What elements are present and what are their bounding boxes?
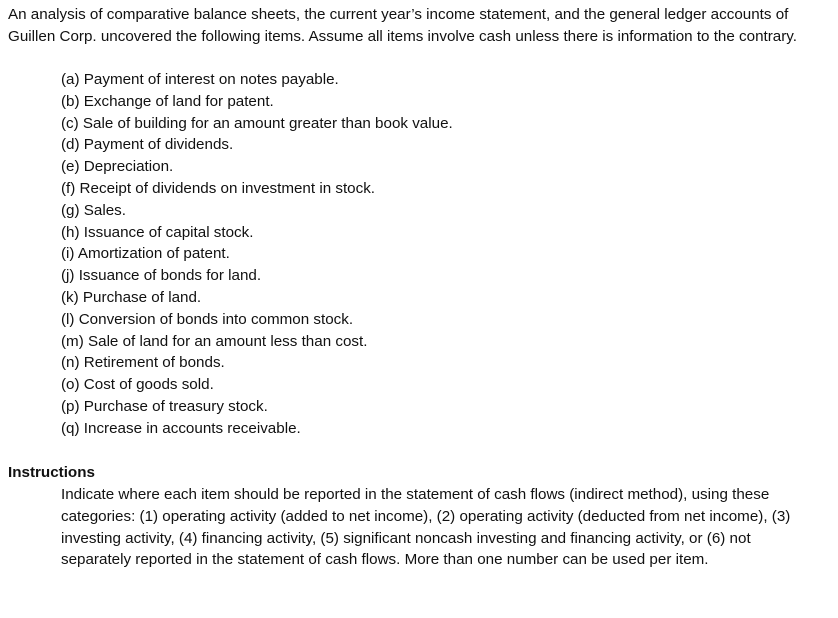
list-item: (c) Sale of building for an amount greater than book value. bbox=[61, 114, 453, 132]
list-item: (p) Purchase of treasury stock. bbox=[61, 397, 268, 415]
list-item: (n) Retirement of bonds. bbox=[61, 354, 225, 372]
list-item: (o) Cost of goods sold. bbox=[61, 376, 214, 394]
items-list bbox=[61, 69, 453, 440]
instructions-heading: Instructions bbox=[8, 464, 95, 481]
list-item: (q) Increase in accounts receivable. bbox=[61, 419, 301, 437]
list-item: (b) Exchange of land for patent. bbox=[61, 92, 274, 110]
list-item: (h) Issuance of capital stock. bbox=[61, 223, 254, 241]
list-item: (e) Depreciation. bbox=[61, 158, 174, 176]
list-item: (m) Sale of land for an amount less than cost. bbox=[61, 332, 368, 350]
intro-paragraph: An analysis of comparative balance sheets, the current year’s income statement, and the general ledger accounts of Guillen Corp. uncovered the following items. Assume all items involve cash unless there is information to the contrary. bbox=[8, 6, 797, 45]
list-item: (f) Receipt of dividends on investment in stock. bbox=[61, 179, 376, 197]
list-item: (g) Sales. bbox=[61, 201, 126, 219]
list-item: (a) Payment of interest on notes payable. bbox=[61, 71, 339, 88]
list-item: (l) Conversion of bonds into common stock. bbox=[61, 310, 354, 328]
list-item: (j) Issuance of bonds for land. bbox=[61, 267, 262, 285]
list-item: (d) Payment of dividends. bbox=[61, 136, 234, 154]
list-item: (i) Amortization of patent. bbox=[61, 245, 230, 263]
instructions-paragraph: Indicate where each item should be reported in the statement of cash flows (indirect method), using these categories: (1) operating activity (added to net income), (2) operating activity (deducted from net income), (3) investing activity, (4) financing activity, (5) significant noncash investing and financing activity, or (6) not separately reported in the statement of cash flows. More than one number can be used per item. bbox=[61, 486, 791, 569]
list-item: (k) Purchase of land. bbox=[61, 288, 202, 306]
